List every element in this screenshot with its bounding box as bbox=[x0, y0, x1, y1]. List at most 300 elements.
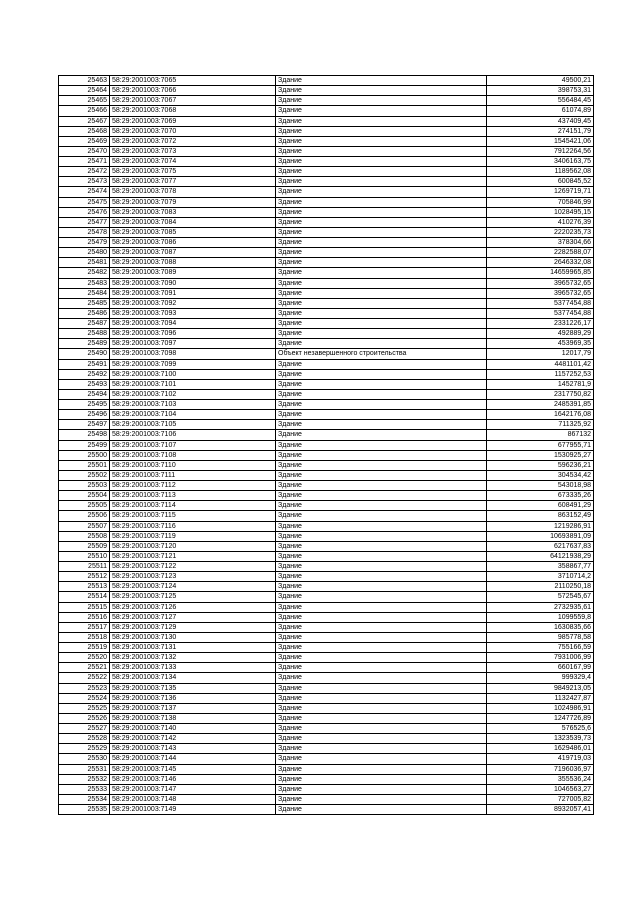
cadastral-number-cell: 58:29:2001003:7072 bbox=[110, 136, 276, 146]
cadastral-value-cell: 596236,21 bbox=[487, 460, 594, 470]
cadastral-value-cell: 64121938,29 bbox=[487, 551, 594, 561]
object-type-cell: Здание bbox=[276, 460, 487, 470]
cadastral-number-cell: 58:29:2001003:7069 bbox=[110, 116, 276, 126]
cadastral-value-cell: 556484,45 bbox=[487, 96, 594, 106]
row-number-cell: 25508 bbox=[59, 531, 110, 541]
cadastral-value-cell: 1024986,91 bbox=[487, 703, 594, 713]
cadastral-number-cell: 58:29:2001003:7099 bbox=[110, 359, 276, 369]
cadastral-number-cell: 58:29:2001003:7131 bbox=[110, 643, 276, 653]
table-row bbox=[59, 673, 594, 683]
cadastral-number-cell: 58:29:2001003:7142 bbox=[110, 734, 276, 744]
table-row bbox=[59, 177, 594, 187]
cadastral-number-cell: 58:29:2001003:7067 bbox=[110, 96, 276, 106]
table-row bbox=[59, 339, 594, 349]
cadastral-value-cell: 9849213,05 bbox=[487, 683, 594, 693]
cadastral-number-cell: 58:29:2001003:7125 bbox=[110, 592, 276, 602]
table-row bbox=[59, 379, 594, 389]
row-number-cell: 25482 bbox=[59, 268, 110, 278]
object-type-cell: Здание bbox=[276, 612, 487, 622]
table-row bbox=[59, 207, 594, 217]
cadastral-value-cell: 867132 bbox=[487, 430, 594, 440]
cadastral-value-cell: 378304,66 bbox=[487, 238, 594, 248]
object-type-cell: Здание bbox=[276, 582, 487, 592]
cadastral-number-cell: 58:29:2001003:7116 bbox=[110, 521, 276, 531]
object-type-cell: Здание bbox=[276, 308, 487, 318]
object-type-cell: Здание bbox=[276, 784, 487, 794]
cadastral-number-cell: 58:29:2001003:7145 bbox=[110, 764, 276, 774]
object-type-cell: Здание bbox=[276, 106, 487, 116]
object-type-cell: Здание bbox=[276, 86, 487, 96]
row-number-cell: 25468 bbox=[59, 126, 110, 136]
cadastral-value-cell: 673335,26 bbox=[487, 491, 594, 501]
row-number-cell: 25498 bbox=[59, 430, 110, 440]
cadastral-value-cell: 7196036,97 bbox=[487, 764, 594, 774]
cadastral-number-cell: 58:29:2001003:7122 bbox=[110, 562, 276, 572]
cadastral-value-cell: 49500,21 bbox=[487, 76, 594, 86]
row-number-cell: 25486 bbox=[59, 308, 110, 318]
cadastral-value-cell: 1630835,66 bbox=[487, 622, 594, 632]
cadastral-number-cell: 58:29:2001003:7073 bbox=[110, 146, 276, 156]
cadastral-value-table bbox=[58, 75, 594, 815]
object-type-cell: Здание bbox=[276, 379, 487, 389]
object-type-cell: Здание bbox=[276, 673, 487, 683]
cadastral-value-cell: 1046563,27 bbox=[487, 784, 594, 794]
cadastral-value-cell: 10693891,09 bbox=[487, 531, 594, 541]
cadastral-number-cell: 58:29:2001003:7147 bbox=[110, 784, 276, 794]
row-number-cell: 25480 bbox=[59, 248, 110, 258]
cadastral-number-cell: 58:29:2001003:7105 bbox=[110, 420, 276, 430]
table-row bbox=[59, 76, 594, 86]
table-row bbox=[59, 754, 594, 764]
cadastral-number-cell: 58:29:2001003:7077 bbox=[110, 177, 276, 187]
row-number-cell: 25495 bbox=[59, 400, 110, 410]
cadastral-value-cell: 274151,79 bbox=[487, 126, 594, 136]
row-number-cell: 25534 bbox=[59, 794, 110, 804]
row-number-cell: 25535 bbox=[59, 805, 110, 815]
object-type-cell: Здание bbox=[276, 76, 487, 86]
table-row bbox=[59, 562, 594, 572]
cadastral-value-cell: 1530925,27 bbox=[487, 450, 594, 460]
table-row bbox=[59, 481, 594, 491]
cadastral-number-cell: 58:29:2001003:7096 bbox=[110, 329, 276, 339]
object-type-cell: Здание bbox=[276, 703, 487, 713]
cadastral-value-cell: 1269719,71 bbox=[487, 187, 594, 197]
cadastral-number-cell: 58:29:2001003:7101 bbox=[110, 379, 276, 389]
table-row bbox=[59, 187, 594, 197]
row-number-cell: 25464 bbox=[59, 86, 110, 96]
cadastral-number-cell: 58:29:2001003:7137 bbox=[110, 703, 276, 713]
table-row bbox=[59, 805, 594, 815]
cadastral-value-cell: 2317750,82 bbox=[487, 389, 594, 399]
cadastral-number-cell: 58:29:2001003:7138 bbox=[110, 713, 276, 723]
table-row bbox=[59, 258, 594, 268]
row-number-cell: 25504 bbox=[59, 491, 110, 501]
table-row bbox=[59, 531, 594, 541]
cadastral-value-cell: 437409,45 bbox=[487, 116, 594, 126]
cadastral-number-cell: 58:29:2001003:7104 bbox=[110, 410, 276, 420]
table-row bbox=[59, 106, 594, 116]
cadastral-number-cell: 58:29:2001003:7120 bbox=[110, 541, 276, 551]
row-number-cell: 25476 bbox=[59, 207, 110, 217]
object-type-cell: Здание bbox=[276, 157, 487, 167]
cadastral-number-cell: 58:29:2001003:7124 bbox=[110, 582, 276, 592]
row-number-cell: 25526 bbox=[59, 713, 110, 723]
row-number-cell: 25522 bbox=[59, 673, 110, 683]
object-type-cell: Здание bbox=[276, 592, 487, 602]
row-number-cell: 25500 bbox=[59, 450, 110, 460]
table-row bbox=[59, 298, 594, 308]
object-type-cell: Здание bbox=[276, 319, 487, 329]
object-type-cell: Здание bbox=[276, 167, 487, 177]
cadastral-value-cell: 677955,71 bbox=[487, 440, 594, 450]
object-type-cell: Здание bbox=[276, 430, 487, 440]
cadastral-value-cell: 419719,03 bbox=[487, 754, 594, 764]
cadastral-value-cell: 304534,42 bbox=[487, 470, 594, 480]
cadastral-value-cell: 985778,58 bbox=[487, 632, 594, 642]
object-type-cell: Здание bbox=[276, 754, 487, 764]
cadastral-value-cell: 2732935,61 bbox=[487, 602, 594, 612]
row-number-cell: 25529 bbox=[59, 744, 110, 754]
row-number-cell: 25474 bbox=[59, 187, 110, 197]
row-number-cell: 25497 bbox=[59, 420, 110, 430]
cadastral-number-cell: 58:29:2001003:7075 bbox=[110, 167, 276, 177]
object-type-cell: Здание bbox=[276, 207, 487, 217]
cadastral-value-cell: 1545421,06 bbox=[487, 136, 594, 146]
cadastral-value-cell: 576525,6 bbox=[487, 724, 594, 734]
cadastral-value-cell: 705846,99 bbox=[487, 197, 594, 207]
table-row bbox=[59, 440, 594, 450]
row-number-cell: 25485 bbox=[59, 298, 110, 308]
object-type-cell: Здание bbox=[276, 734, 487, 744]
table-row bbox=[59, 724, 594, 734]
row-number-cell: 25511 bbox=[59, 562, 110, 572]
row-number-cell: 25489 bbox=[59, 339, 110, 349]
row-number-cell: 25478 bbox=[59, 227, 110, 237]
cadastral-number-cell: 58:29:2001003:7068 bbox=[110, 106, 276, 116]
row-number-cell: 25494 bbox=[59, 389, 110, 399]
object-type-cell: Здание bbox=[276, 126, 487, 136]
cadastral-number-cell: 58:29:2001003:7094 bbox=[110, 319, 276, 329]
cadastral-number-cell: 58:29:2001003:7100 bbox=[110, 369, 276, 379]
row-number-cell: 25512 bbox=[59, 572, 110, 582]
cadastral-number-cell: 58:29:2001003:7065 bbox=[110, 76, 276, 86]
table-row bbox=[59, 319, 594, 329]
row-number-cell: 25493 bbox=[59, 379, 110, 389]
table-row bbox=[59, 794, 594, 804]
cadastral-value-cell: 1247726,89 bbox=[487, 713, 594, 723]
row-number-cell: 25477 bbox=[59, 217, 110, 227]
row-number-cell: 25517 bbox=[59, 622, 110, 632]
object-type-cell: Здание bbox=[276, 450, 487, 460]
cadastral-value-cell: 14659965,85 bbox=[487, 268, 594, 278]
table-row bbox=[59, 764, 594, 774]
cadastral-value-cell: 398753,31 bbox=[487, 86, 594, 96]
cadastral-value-cell: 4481101,42 bbox=[487, 359, 594, 369]
object-type-cell: Здание bbox=[276, 551, 487, 561]
cadastral-number-cell: 58:29:2001003:7126 bbox=[110, 602, 276, 612]
object-type-cell: Здание bbox=[276, 774, 487, 784]
row-number-cell: 25510 bbox=[59, 551, 110, 561]
object-type-cell: Здание bbox=[276, 278, 487, 288]
row-number-cell: 25499 bbox=[59, 440, 110, 450]
row-number-cell: 25463 bbox=[59, 76, 110, 86]
cadastral-value-cell: 358867,77 bbox=[487, 562, 594, 572]
cadastral-number-cell: 58:29:2001003:7111 bbox=[110, 470, 276, 480]
object-type-cell: Здание bbox=[276, 339, 487, 349]
cadastral-number-cell: 58:29:2001003:7085 bbox=[110, 227, 276, 237]
row-number-cell: 25516 bbox=[59, 612, 110, 622]
cadastral-number-cell: 58:29:2001003:7110 bbox=[110, 460, 276, 470]
table-row bbox=[59, 653, 594, 663]
row-number-cell: 25527 bbox=[59, 724, 110, 734]
table-row bbox=[59, 703, 594, 713]
cadastral-number-cell: 58:29:2001003:7127 bbox=[110, 612, 276, 622]
table-row bbox=[59, 663, 594, 673]
cadastral-value-cell: 1028495,15 bbox=[487, 207, 594, 217]
cadastral-number-cell: 58:29:2001003:7097 bbox=[110, 339, 276, 349]
cadastral-value-cell: 863152,49 bbox=[487, 511, 594, 521]
table-row bbox=[59, 96, 594, 106]
cadastral-number-cell: 58:29:2001003:7112 bbox=[110, 481, 276, 491]
cadastral-value-cell: 1642176,08 bbox=[487, 410, 594, 420]
table-row bbox=[59, 430, 594, 440]
table-row bbox=[59, 784, 594, 794]
row-number-cell: 25531 bbox=[59, 764, 110, 774]
table-row bbox=[59, 400, 594, 410]
cadastral-value-cell: 8932057,41 bbox=[487, 805, 594, 815]
object-type-cell: Здание bbox=[276, 197, 487, 207]
row-number-cell: 25505 bbox=[59, 501, 110, 511]
cadastral-value-cell: 572545,67 bbox=[487, 592, 594, 602]
row-number-cell: 25487 bbox=[59, 319, 110, 329]
cadastral-number-cell: 58:29:2001003:7088 bbox=[110, 258, 276, 268]
row-number-cell: 25503 bbox=[59, 481, 110, 491]
cadastral-number-cell: 58:29:2001003:7089 bbox=[110, 268, 276, 278]
row-number-cell: 25532 bbox=[59, 774, 110, 784]
cadastral-number-cell: 58:29:2001003:7103 bbox=[110, 400, 276, 410]
row-number-cell: 25528 bbox=[59, 734, 110, 744]
cadastral-number-cell: 58:29:2001003:7133 bbox=[110, 663, 276, 673]
row-number-cell: 25496 bbox=[59, 410, 110, 420]
row-number-cell: 25479 bbox=[59, 238, 110, 248]
object-type-cell: Здание bbox=[276, 521, 487, 531]
cadastral-number-cell: 58:29:2001003:7074 bbox=[110, 157, 276, 167]
object-type-cell: Здание bbox=[276, 562, 487, 572]
cadastral-number-cell: 58:29:2001003:7102 bbox=[110, 389, 276, 399]
cadastral-value-cell: 6217637,83 bbox=[487, 541, 594, 551]
object-type-cell: Здание bbox=[276, 187, 487, 197]
table-row bbox=[59, 227, 594, 237]
cadastral-value-cell: 3965732,65 bbox=[487, 288, 594, 298]
row-number-cell: 25506 bbox=[59, 511, 110, 521]
object-type-cell: Здание bbox=[276, 794, 487, 804]
row-number-cell: 25509 bbox=[59, 541, 110, 551]
object-type-cell: Здание bbox=[276, 288, 487, 298]
object-type-cell: Здание bbox=[276, 400, 487, 410]
object-type-cell: Здание bbox=[276, 643, 487, 653]
table-row bbox=[59, 86, 594, 96]
table-row bbox=[59, 146, 594, 156]
table-row bbox=[59, 389, 594, 399]
object-type-cell: Здание bbox=[276, 369, 487, 379]
cadastral-number-cell: 58:29:2001003:7114 bbox=[110, 501, 276, 511]
row-number-cell: 25484 bbox=[59, 288, 110, 298]
cadastral-number-cell: 58:29:2001003:7134 bbox=[110, 673, 276, 683]
table-row bbox=[59, 632, 594, 642]
object-type-cell: Здание bbox=[276, 491, 487, 501]
object-type-cell: Здание bbox=[276, 622, 487, 632]
cadastral-value-cell: 5377454,88 bbox=[487, 298, 594, 308]
table-row bbox=[59, 420, 594, 430]
table-row bbox=[59, 592, 594, 602]
cadastral-number-cell: 58:29:2001003:7144 bbox=[110, 754, 276, 764]
cadastral-value-cell: 2646332,08 bbox=[487, 258, 594, 268]
object-type-cell: Здание bbox=[276, 683, 487, 693]
row-number-cell: 25533 bbox=[59, 784, 110, 794]
object-type-cell: Здание bbox=[276, 389, 487, 399]
cadastral-value-cell: 1099559,8 bbox=[487, 612, 594, 622]
cadastral-number-cell: 58:29:2001003:7130 bbox=[110, 632, 276, 642]
cadastral-number-cell: 58:29:2001003:7092 bbox=[110, 298, 276, 308]
object-type-cell: Здание bbox=[276, 227, 487, 237]
table-row bbox=[59, 410, 594, 420]
cadastral-value-cell: 1323539,73 bbox=[487, 734, 594, 744]
cadastral-value-cell: 711325,92 bbox=[487, 420, 594, 430]
object-type-cell: Здание bbox=[276, 541, 487, 551]
row-number-cell: 25502 bbox=[59, 470, 110, 480]
object-type-cell: Здание bbox=[276, 258, 487, 268]
row-number-cell: 25530 bbox=[59, 754, 110, 764]
cadastral-number-cell: 58:29:2001003:7066 bbox=[110, 86, 276, 96]
cadastral-value-cell: 1157252,53 bbox=[487, 369, 594, 379]
cadastral-value-cell: 492889,29 bbox=[487, 329, 594, 339]
object-type-cell: Здание bbox=[276, 96, 487, 106]
table-row bbox=[59, 643, 594, 653]
cadastral-value-cell: 1189562,08 bbox=[487, 167, 594, 177]
row-number-cell: 25470 bbox=[59, 146, 110, 156]
cadastral-number-cell: 58:29:2001003:7084 bbox=[110, 217, 276, 227]
table-row bbox=[59, 288, 594, 298]
cadastral-value-cell: 355536,24 bbox=[487, 774, 594, 784]
row-number-cell: 25492 bbox=[59, 369, 110, 379]
cadastral-value-cell: 2485391,85 bbox=[487, 400, 594, 410]
cadastral-value-cell: 1629486,01 bbox=[487, 744, 594, 754]
cadastral-number-cell: 58:29:2001003:7098 bbox=[110, 349, 276, 359]
row-number-cell: 25469 bbox=[59, 136, 110, 146]
cadastral-value-cell: 7931006,99 bbox=[487, 653, 594, 663]
table-row bbox=[59, 248, 594, 258]
table-row bbox=[59, 116, 594, 126]
table-body bbox=[59, 76, 594, 815]
cadastral-number-cell: 58:29:2001003:7146 bbox=[110, 774, 276, 784]
row-number-cell: 25521 bbox=[59, 663, 110, 673]
row-number-cell: 25488 bbox=[59, 329, 110, 339]
table-row bbox=[59, 278, 594, 288]
table-row bbox=[59, 541, 594, 551]
cadastral-number-cell: 58:29:2001003:7136 bbox=[110, 693, 276, 703]
row-number-cell: 25475 bbox=[59, 197, 110, 207]
cadastral-value-cell: 608491,29 bbox=[487, 501, 594, 511]
table-row bbox=[59, 470, 594, 480]
cadastral-number-cell: 58:29:2001003:7079 bbox=[110, 197, 276, 207]
table-row bbox=[59, 612, 594, 622]
row-number-cell: 25520 bbox=[59, 653, 110, 663]
row-number-cell: 25465 bbox=[59, 96, 110, 106]
object-type-cell: Здание bbox=[276, 359, 487, 369]
table-row bbox=[59, 511, 594, 521]
table-row bbox=[59, 217, 594, 227]
row-number-cell: 25524 bbox=[59, 693, 110, 703]
row-number-cell: 25490 bbox=[59, 349, 110, 359]
cadastral-value-cell: 3710714,2 bbox=[487, 572, 594, 582]
cadastral-value-cell: 12017,79 bbox=[487, 349, 594, 359]
object-type-cell: Здание bbox=[276, 238, 487, 248]
cadastral-value-cell: 3965732,65 bbox=[487, 278, 594, 288]
cadastral-number-cell: 58:29:2001003:7129 bbox=[110, 622, 276, 632]
table-row bbox=[59, 774, 594, 784]
row-number-cell: 25523 bbox=[59, 683, 110, 693]
object-type-cell: Здание bbox=[276, 470, 487, 480]
cadastral-number-cell: 58:29:2001003:7148 bbox=[110, 794, 276, 804]
table-row bbox=[59, 491, 594, 501]
table-row bbox=[59, 734, 594, 744]
cadastral-value-cell: 3406163,75 bbox=[487, 157, 594, 167]
object-type-cell: Здание bbox=[276, 724, 487, 734]
table-row bbox=[59, 460, 594, 470]
object-type-cell: Здание bbox=[276, 511, 487, 521]
object-type-cell: Здание bbox=[276, 329, 487, 339]
object-type-cell: Здание bbox=[276, 572, 487, 582]
cadastral-value-cell: 543018,98 bbox=[487, 481, 594, 491]
cadastral-number-cell: 58:29:2001003:7121 bbox=[110, 551, 276, 561]
table-row bbox=[59, 238, 594, 248]
cadastral-value-cell: 453969,35 bbox=[487, 339, 594, 349]
table-row bbox=[59, 693, 594, 703]
object-type-cell: Объект незавершенного строительства bbox=[276, 349, 487, 359]
cadastral-number-cell: 58:29:2001003:7119 bbox=[110, 531, 276, 541]
object-type-cell: Здание bbox=[276, 136, 487, 146]
row-number-cell: 25507 bbox=[59, 521, 110, 531]
cadastral-value-cell: 2331226,17 bbox=[487, 319, 594, 329]
cadastral-number-cell: 58:29:2001003:7087 bbox=[110, 248, 276, 258]
cadastral-value-cell: 410276,39 bbox=[487, 217, 594, 227]
object-type-cell: Здание bbox=[276, 653, 487, 663]
table-row bbox=[59, 126, 594, 136]
cadastral-number-cell: 58:29:2001003:7090 bbox=[110, 278, 276, 288]
cadastral-value-cell: 2282588,07 bbox=[487, 248, 594, 258]
row-number-cell: 25514 bbox=[59, 592, 110, 602]
row-number-cell: 25513 bbox=[59, 582, 110, 592]
cadastral-value-cell: 1132427,87 bbox=[487, 693, 594, 703]
object-type-cell: Здание bbox=[276, 531, 487, 541]
cadastral-value-cell: 2220235,73 bbox=[487, 227, 594, 237]
cadastral-value-cell: 660167,99 bbox=[487, 663, 594, 673]
table-row bbox=[59, 744, 594, 754]
object-type-cell: Здание bbox=[276, 663, 487, 673]
object-type-cell: Здание bbox=[276, 713, 487, 723]
table-row bbox=[59, 167, 594, 177]
object-type-cell: Здание bbox=[276, 744, 487, 754]
row-number-cell: 25519 bbox=[59, 643, 110, 653]
table-row bbox=[59, 622, 594, 632]
table-row bbox=[59, 359, 594, 369]
cadastral-value-cell: 7912264,56 bbox=[487, 146, 594, 156]
row-number-cell: 25472 bbox=[59, 167, 110, 177]
row-number-cell: 25515 bbox=[59, 602, 110, 612]
cadastral-number-cell: 58:29:2001003:7143 bbox=[110, 744, 276, 754]
table-row bbox=[59, 582, 594, 592]
object-type-cell: Здание bbox=[276, 501, 487, 511]
